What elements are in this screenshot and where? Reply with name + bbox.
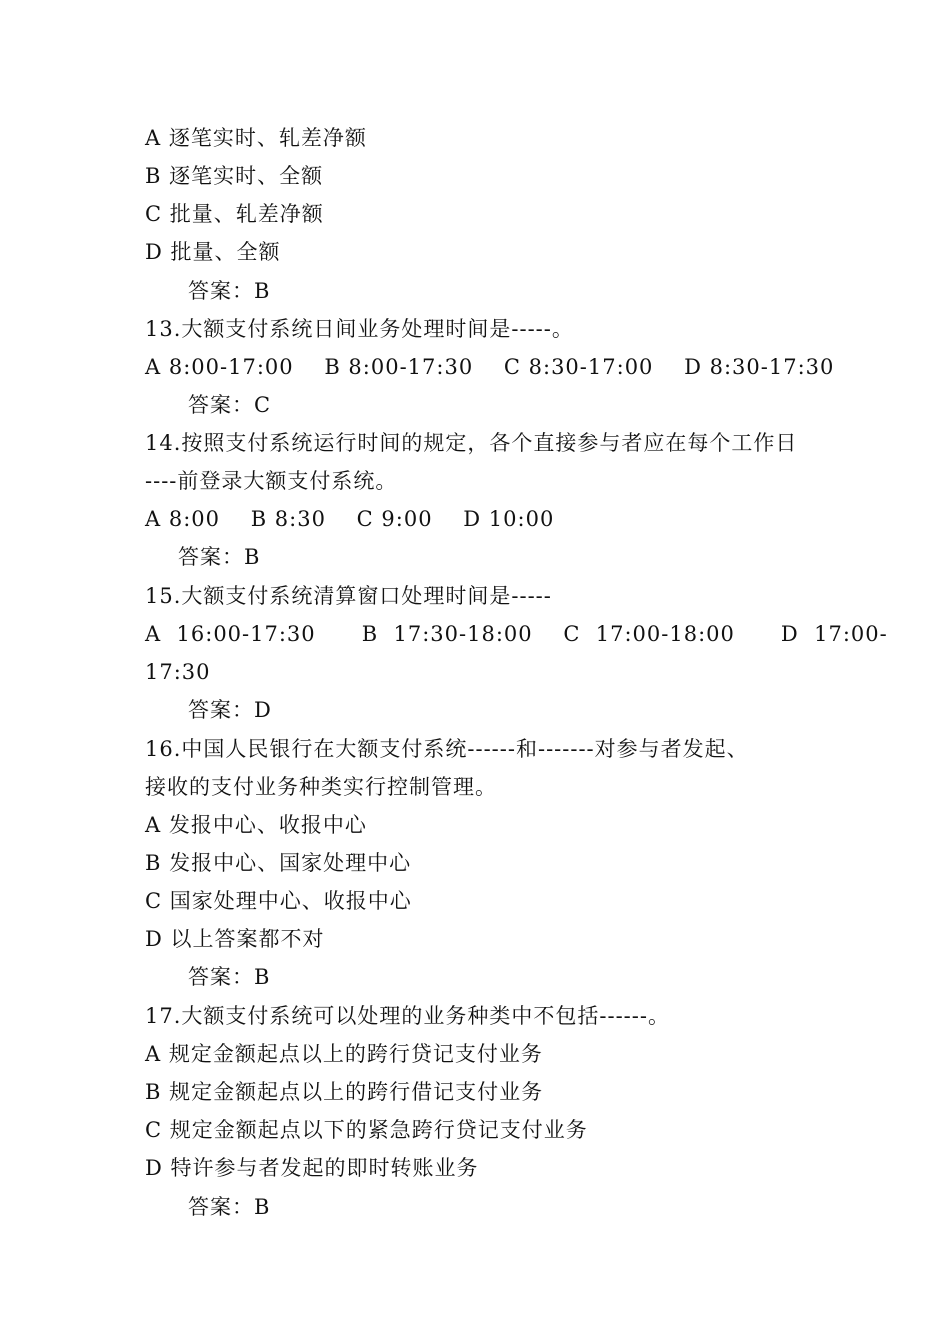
- answer-line: 答案：C: [188, 393, 272, 417]
- answer-line: 答案：B: [178, 545, 261, 569]
- question-14-continued: ----前登录大额支付系统。: [145, 469, 398, 493]
- question-14-options: A 8:00 B 8:30 C 9:00 D 10:00: [145, 507, 555, 531]
- option-a-line: A 逐笔实时、轧差净额: [145, 126, 367, 150]
- option-c-line: C 国家处理中心、收报中心: [145, 889, 412, 913]
- option-d-line: D 特许参与者发起的即时转账业务: [145, 1156, 479, 1180]
- question-17: 17.大额支付系统可以处理的业务种类中不包括------。: [145, 1004, 670, 1028]
- question-16: 16.中国人民银行在大额支付系统------和-------对参与者发起、: [145, 737, 749, 761]
- answer-line: 答案：D: [188, 698, 272, 722]
- answer-line: 答案：B: [188, 1195, 271, 1219]
- option-a-line: A 规定金额起点以上的跨行贷记支付业务: [145, 1042, 543, 1066]
- option-b-line: B 逐笔实时、全额: [145, 164, 324, 188]
- question-16-continued: 接收的支付业务种类实行控制管理。: [145, 775, 497, 799]
- answer-line: 答案：B: [188, 279, 271, 303]
- question-13-options: A 8:00-17:00 B 8:00-17:30 C 8:30-17:00 D 8:30-17:30: [145, 355, 835, 379]
- option-a-line: A 发报中心、收报中心: [145, 813, 367, 837]
- option-d-line: D 以上答案都不对: [145, 927, 325, 951]
- question-15-options: A 16:00-17:30 B 17:30-18:00 C 17:00-18:00 D 17:00-: [145, 622, 888, 646]
- option-b-line: B 规定金额起点以上的跨行借记支付业务: [145, 1080, 544, 1104]
- question-14: 14.按照支付系统运行时间的规定，各个直接参与者应在每个工作日: [145, 431, 798, 455]
- question-15: 15.大额支付系统清算窗口处理时间是-----: [145, 584, 552, 608]
- option-b-line: B 发报中心、国家处理中心: [145, 851, 412, 875]
- question-13: 13.大额支付系统日间业务处理时间是-----。: [145, 317, 574, 341]
- question-15-options-continued: 17:30: [145, 660, 211, 684]
- option-c-line: C 规定金额起点以下的紧急跨行贷记支付业务: [145, 1118, 588, 1142]
- option-c-line: C 批量、轧差净额: [145, 202, 324, 226]
- answer-line: 答案：B: [188, 965, 271, 989]
- option-d-line: D 批量、全额: [145, 240, 281, 264]
